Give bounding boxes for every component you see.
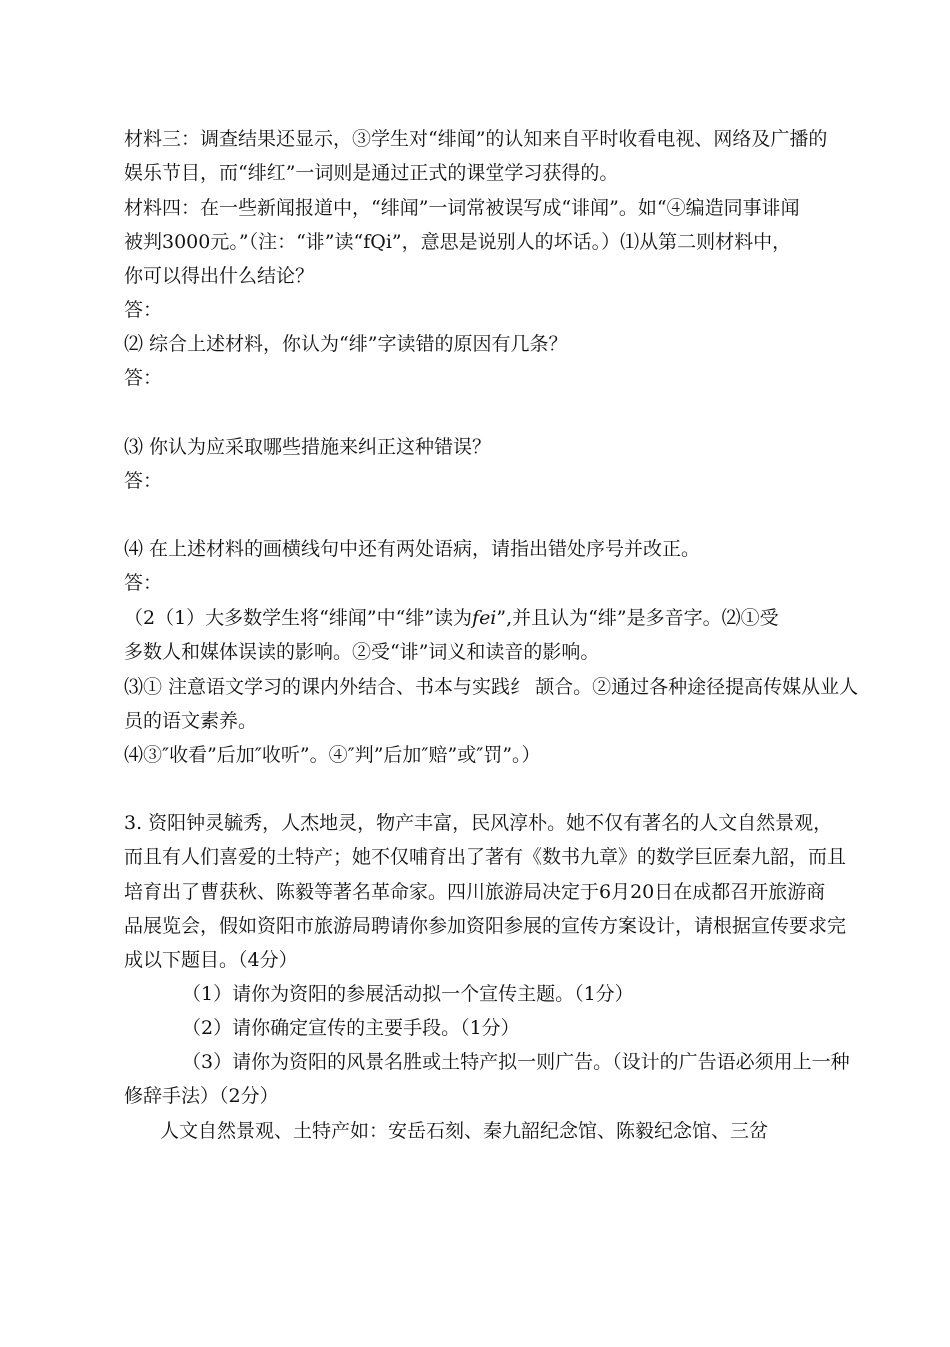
question-3-note: 人文自然景观、土特产如：安岳石刻、秦九韶纪念馆、陈毅纪念馆、三岔 [160,1120,769,1142]
question-3-sub-3-line-1: （3）请你为资阳的风景名胜或土特产拟一则广告。（设计的广告语必须用上一种 [182,1051,850,1073]
question-3-sub-1: （1）请你为资阳的参展活动拟一个宣传主题。（1分） [182,983,634,1005]
question-3-sub-3-line-2: 修辞手法）（2分） [124,1085,279,1107]
question-3-line-2: 而且有人们喜爱的土特产；她不仅哺育出了著有《数书九章》的数学巨匠秦九韶，而且 [124,846,847,868]
q4-question: ⑷ 在上述材料的画横线句中还有两处语病，请指出错处序号并改正。 [124,538,701,560]
answer-key-line-4: 员的语文素养。 [124,710,258,732]
answer-key-line-3: ⑶① 注意语文学习的课内外结合、书本与实践纟 颉合。②通过各种途径提高传媒从业人 [124,676,859,698]
question-3-line-4: 品展览会，假如资阳市旅游局聘请你参加资阳参展的宣传方案设计，请根据宣传要求完 [124,915,847,937]
material-4-line-1: 材料四：在一些新闻报道中，“绯闻”一词常被误写成“诽闻”。如“④编造同事诽闻 [124,197,800,219]
q3-answer-label: 答： [124,470,163,492]
question-3-line-3: 培育出了曹获秋、陈毅等著名革命家。四川旅游局决定于6月20日在成都召开旅游商 [124,881,826,903]
q2-answer-label: 答： [124,367,163,389]
q4-answer-label: 答： [124,572,163,594]
material-3-line-1: 材料三：调查结果还显示，③学生对“绯闻”的认知来自平时收看电视、网络及广播的 [124,128,828,150]
material-4-line-2: 被判3000元。”（注：“诽”读“fQi”，意思是说别人的坏话。）⑴从第二则材料中， [124,231,792,253]
question-3-line-5: 成以下题目。（4分） [124,949,298,971]
answer-key-line-5: ⑷③″收看”后加″收听”。④″判”后加″赔”或″罚”。） [124,744,541,766]
q2-question: ⑵ 综合上述材料，你认为“绯”字读错的原因有几条？ [124,333,568,355]
material-3-line-2: 娱乐节目，而“绯红”一词则是通过正式的课堂学习获得的。 [124,162,619,184]
q3-question: ⑶ 你认为应采取哪些措施来纠正这种错误？ [124,436,492,458]
answer-key-line-2: 多数人和媒体误读的影响。②受“诽”词义和读音的影响。 [124,641,600,663]
answer-key-line-1: （2（1）大多数学生将“绯闻”中“绯”读为𝑓𝑒𝑖”,并且认为“绯”是多音字。⑵①受 [124,607,779,629]
material-4-line-3: 你可以得出什么结论？ [124,265,315,287]
q1-answer-label: 答： [124,299,163,321]
question-3-line-1: 3. 资阳钟灵毓秀，人杰地灵，物产丰富，民风淳朴。她不仅有著名的人文自然景观， [124,812,833,834]
question-3-sub-2: （2）请你确定宣传的主要手段。（1分） [182,1017,520,1039]
